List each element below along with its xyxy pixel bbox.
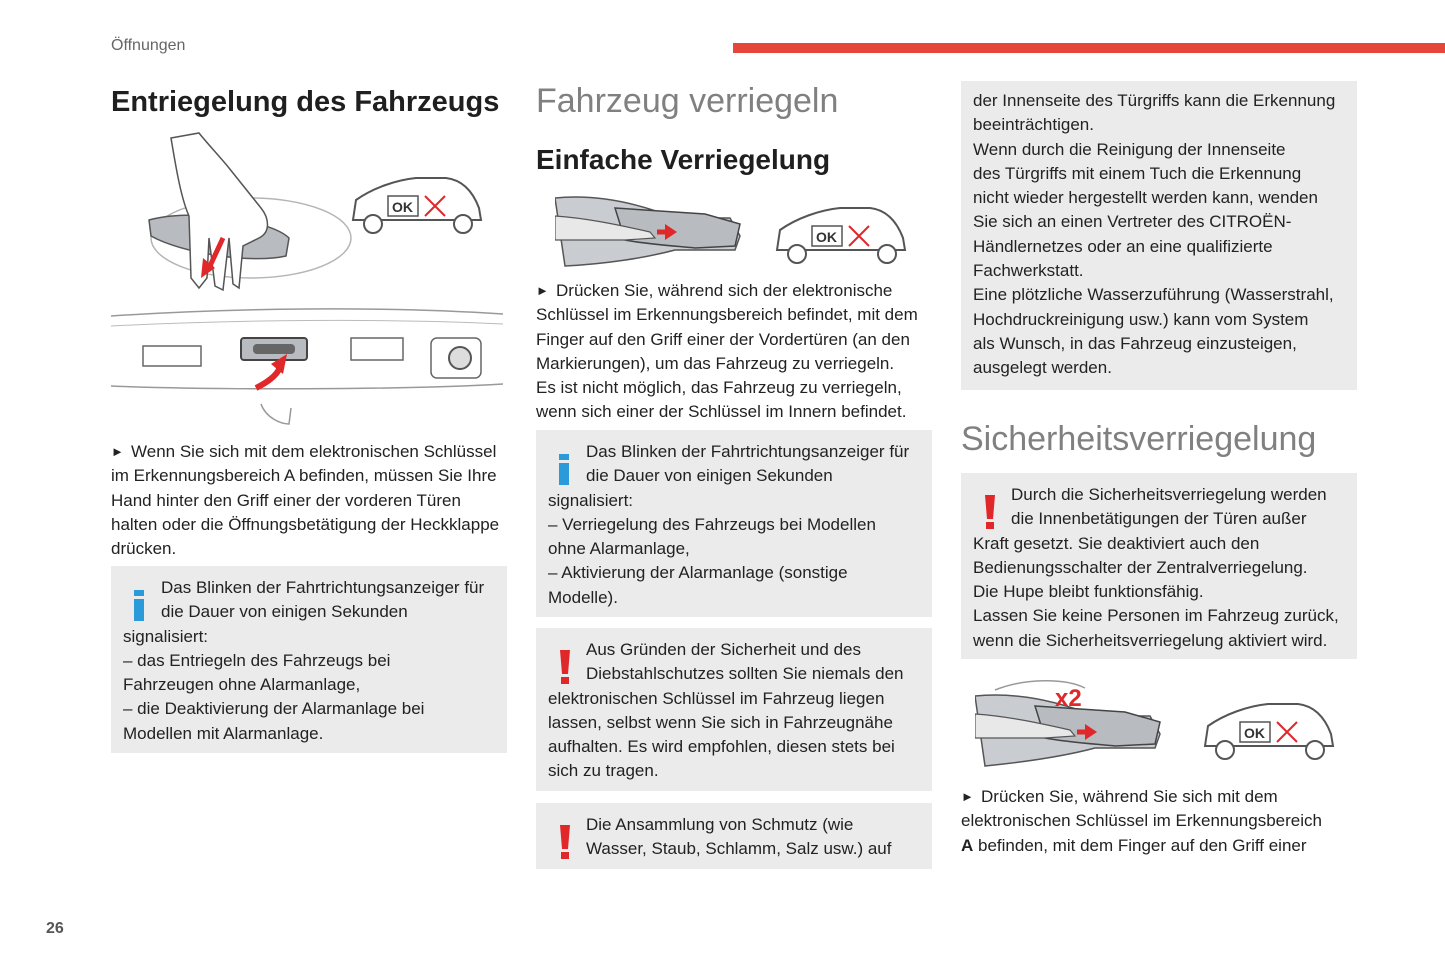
car-ok-image (777, 208, 905, 263)
col1-info-box: Das Blinken der Fahrtrichtungsanzeiger für die Dauer von einigen Sekunden signalisiert: – das Entriegeln des Fahrzeugs bei Fahrzeugen ohne Alarmanlage, – die Deaktivierung der Alarmanlage bei Modellen mit Alarmanlage. (111, 566, 507, 753)
col2-warning-box-dirt: Die Ansammlung von Schmutz (wie Wasser, Staub, Schlamm, Salz usw.) auf (536, 803, 932, 869)
page-number: 26 (46, 920, 64, 937)
ok-badge: OK (392, 199, 413, 215)
bullet-arrow-icon: ► (111, 444, 124, 459)
section-label: Öffnungen (111, 37, 186, 54)
bullet-arrow-icon: ► (961, 789, 974, 804)
warning-icon (983, 495, 997, 529)
col2-info-box: Das Blinken der Fahrtrichtungsanzeiger für die Dauer von einigen Sekunden signalisiert: – Verriegelung des Fahrzeugs bei Modellen ohne Alarmanlage, – Aktivierung der Alarmanlage (sonstige Modelle). (536, 430, 932, 617)
col3-instruction: ► Drücken Sie, während Sie sich mit dem elektronischen Schlüssel im Erkennungsbereich A befinden, mit dem Finger auf den Griff einer (961, 787, 1322, 855)
info-icon (133, 590, 145, 620)
col2-warning-box-theft: Aus Gründen der Sicherheit und des Diebstahlschutzes sollten Sie niemals den elektronischen Schlüssel im Fahrzeug liegen lassen, selbst wenn Sie sich in Fahrzeugnähe aufhalten. Es wird empfohlen, diesen stets bei sich zu tragen. (536, 628, 932, 791)
col1-instruction: ► Wenn Sie sich mit dem elektronischen Schlüssel im Erkennungsbereich A befinden, müssen Sie Ihre Hand hinter den Griff einer der vorderen Türen halten oder die Öffnungsbetätigung der Heckklappe drücken. (111, 442, 500, 559)
deadlock-illustration (975, 676, 1345, 776)
car-ok-image (353, 178, 481, 233)
section-accent-bar (733, 43, 1445, 53)
col2-instruction: ► Drücken Sie, während sich der elektronische Schlüssel im Erkennungsbereich befindet, mit dem Finger auf den Griff einer der Vordertüren (an den Markierungen), um das Fahrzeug zu verriegeln. Es ist nicht möglich, das Fahrzeug zu verriegeln, wenn sich einer der Schlüssel im Innern befindet. (536, 281, 918, 422)
car-ok-image (1205, 704, 1333, 759)
col3-warning-box-dirt-continued: der Innenseite des Türgriffs kann die Erkennung beeinträchtigen. Wenn durch die Reinigung der Innenseite des Türgriffs mit einem Tuch die Erkennung nicht wieder hergestellt werden kann, wenden Sie sich an einen Vertreter des CITROËN- Händlernetzes oder an eine qualifizierte Fachwerkstatt. Eine plötzliche Wasserzuführung (Wasserstrahl, Hochdruckreinigung usw.) kann vom System als Wunsch, in das Fahrzeug einzusteigen, ausgelegt werden. (961, 81, 1357, 390)
ok-badge: OK (1244, 725, 1265, 741)
col2-subtitle: Einfache Verriegelung (536, 144, 831, 175)
door-handle-double-press-image (975, 681, 1160, 766)
tailgate-button-image (111, 309, 503, 424)
col2-title: Fahrzeug verriegeln (536, 82, 839, 120)
door-handle-finger-image (555, 197, 740, 266)
press-count-label: x2 (1055, 685, 1082, 712)
col1-title: Entriegelung des Fahrzeugs (111, 86, 500, 118)
col3-warning-box-safety: Durch die Sicherheitsverriegelung werden die Innenbetätigungen der Türen außer Kraft gesetzt. Sie deaktiviert auch den Bedienungsschalter der Zentralverriegelung. Die Hupe bleibt funktionsfähig. Lassen Sie keine Personen im Fahrzeug zurück, wenn die Sicherheitsverriegelung aktiviert wird. (961, 473, 1357, 659)
bullet-arrow-icon: ► (536, 283, 549, 298)
ok-badge: OK (816, 229, 837, 245)
col3-title: Sicherheitsverriegelung (961, 420, 1317, 458)
info-icon (558, 454, 570, 484)
door-handle-hand-image (149, 133, 351, 290)
warning-icon (558, 825, 572, 859)
lock-illustration (555, 188, 915, 270)
unlock-illustration (111, 128, 506, 428)
warning-icon (558, 650, 572, 684)
